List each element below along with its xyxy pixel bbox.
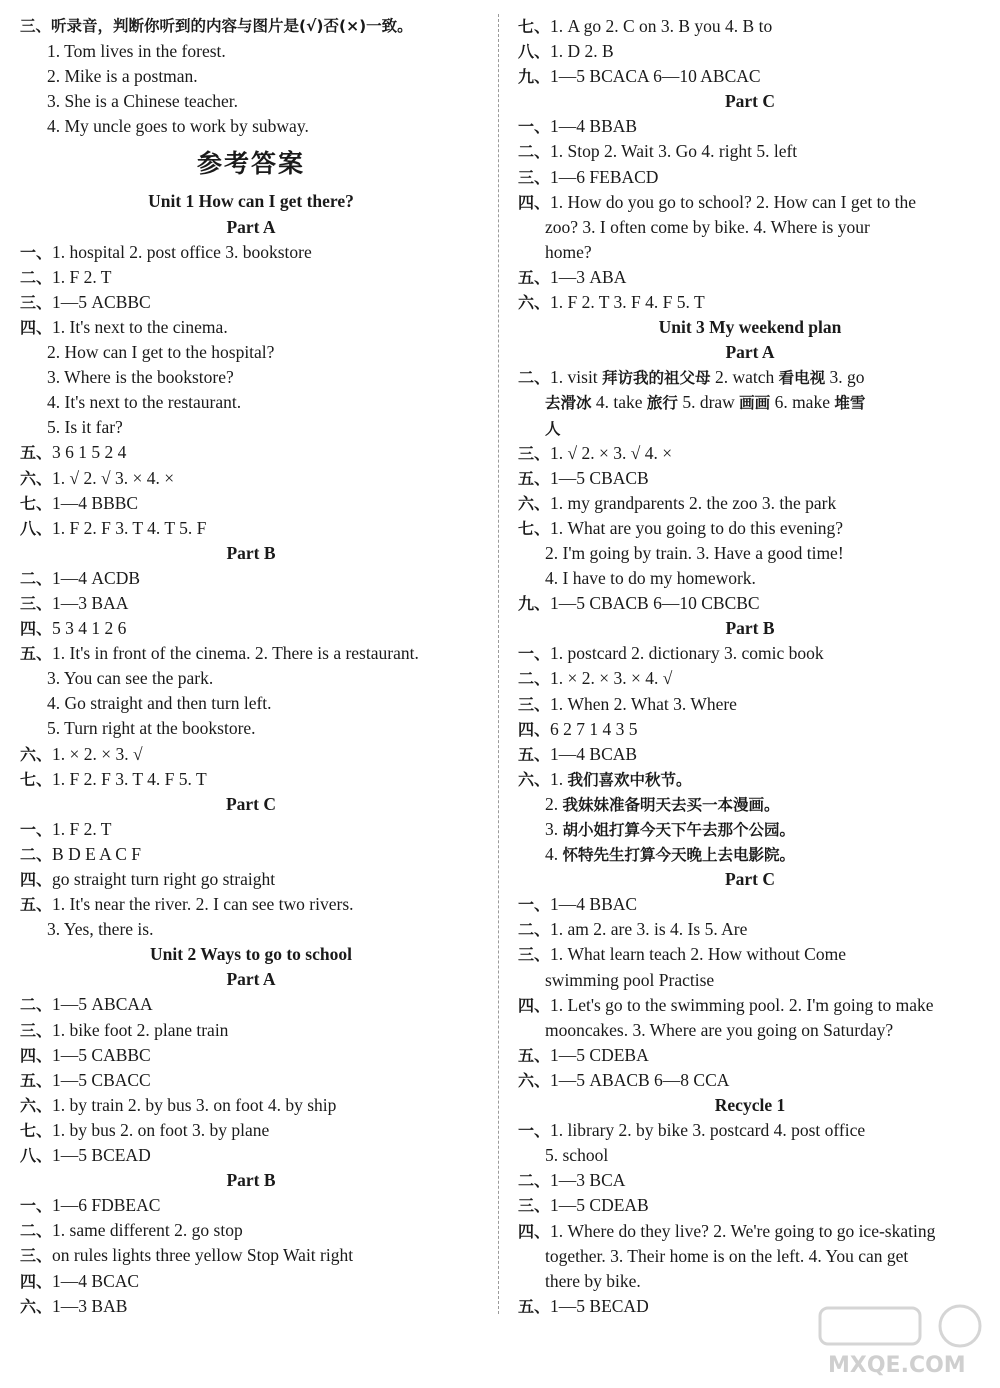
answer-item (20, 1193, 482, 1218)
answer-item (20, 641, 482, 666)
item-number: 五、 (518, 267, 551, 287)
answer-text: 1. by bus 2. on foot 3. by plane (52, 1119, 270, 1140)
section-heading: Part A (226, 969, 276, 990)
item-number: 四、 (20, 870, 53, 889)
answer-item (518, 767, 982, 792)
item-number: 五、 (20, 895, 53, 915)
answer-item (20, 767, 482, 792)
item-number: 四、 (518, 192, 551, 212)
item-number: 五、 (20, 1070, 53, 1090)
answer-item (20, 867, 482, 892)
answer-item (518, 516, 982, 541)
answer-line: 4. My uncle goes to work by subway. (47, 116, 309, 137)
answer-text: 1—5 CBACC (52, 1069, 151, 1090)
section-heading: Part A (725, 342, 775, 363)
answer-item (20, 265, 482, 290)
item-number: 五、 (518, 1296, 551, 1316)
item-number: 六、 (518, 293, 551, 313)
answer-text: 1. postcard 2. dictionary 3. comic book (550, 643, 824, 664)
item-number: 八、 (20, 518, 53, 538)
item-number: 六、 (518, 493, 551, 513)
item-number: 五、 (20, 443, 53, 463)
answer-line: swimming pool Practise (545, 969, 715, 990)
item-number: 二、 (518, 368, 551, 388)
answer-item (20, 892, 482, 917)
answer-item (20, 1243, 482, 1268)
item-number: 三、 (20, 1246, 53, 1266)
answer-item (518, 692, 982, 717)
answer-item (518, 39, 982, 64)
answer-item (20, 566, 482, 591)
item-number: 一、 (518, 644, 551, 664)
section-heading: Part C (724, 91, 776, 112)
answer-item (518, 942, 982, 967)
answer-text: 1. F 2. T 3. F 4. F 5. T (550, 292, 705, 313)
answer-text: 1. visit 拜访我的祖父母 2. watch 看电视 3. go (550, 367, 865, 388)
section-heading: Unit 3 My weekend plan (658, 317, 842, 338)
item-number: 六、 (20, 744, 53, 764)
answer-text: 1. What are you going to do this evening? (550, 517, 844, 538)
answer-text: 1—5 ABCAA (52, 994, 153, 1015)
item-number: 三、 (518, 443, 551, 463)
answer-item (20, 491, 482, 516)
answer-text: 1. √ 2. √ 3. × 4. × (52, 467, 175, 488)
item-number: 二、 (20, 995, 53, 1015)
item-number: 一、 (20, 242, 53, 262)
answer-item (518, 1043, 982, 1068)
item-number: 五、 (518, 1045, 551, 1065)
answer-text: go straight turn right go straight (52, 869, 276, 889)
answer-text: 1—5 BCEAD (52, 1145, 151, 1166)
right-column (518, 14, 982, 1319)
item-number: 二、 (518, 669, 551, 689)
answer-item (518, 139, 982, 164)
item-number: 四、 (20, 317, 53, 337)
answer-text: 1—5 CDEBA (550, 1044, 649, 1065)
answer-text: 1—4 BCAC (52, 1270, 140, 1291)
answer-text: 1. am 2. are 3. is 4. Is 5. Are (550, 919, 748, 940)
answer-item (20, 992, 482, 1017)
answer-text: 1—5 CBACB (550, 467, 649, 488)
item-number: 七、 (518, 518, 551, 538)
item-number: 五、 (518, 468, 551, 488)
answer-item (518, 917, 982, 942)
answer-line: 2. I'm going by train. 3. Have a good time! (545, 542, 844, 563)
answer-item (20, 1143, 482, 1168)
answer-text: 1. It's next to the cinema. (52, 316, 228, 337)
answer-line: 3. Yes, there is. (47, 919, 154, 940)
item-number: 一、 (20, 819, 53, 839)
answer-item (20, 591, 482, 616)
answer-item (20, 817, 482, 842)
item-number: 四、 (518, 1221, 551, 1241)
answer-line: 3. Where is the bookstore? (47, 367, 234, 388)
answer-text: 1. library 2. by bike 3. postcard 4. post office (550, 1120, 866, 1141)
answer-line: home? (545, 241, 592, 262)
answer-line: 2. How can I get to the hospital? (47, 342, 275, 363)
answer-text: 1. F 2. T (52, 818, 112, 839)
answer-text: 5 3 4 1 2 6 (52, 618, 127, 639)
answer-text: 1. D 2. B (550, 41, 614, 62)
answer-text: 1. 我们喜欢中秋节。 (550, 768, 692, 789)
answer-item (518, 491, 982, 516)
answer-line: 1. Tom lives in the forest. (47, 41, 226, 62)
item-number: 五、 (20, 644, 53, 664)
question-heading: 三、听录音，判断你听到的内容与图片是(√)否(×)一致。 (20, 17, 413, 35)
answer-item (518, 717, 982, 742)
answer-item (518, 591, 982, 616)
item-number: 七、 (20, 493, 53, 513)
item-number: 二、 (518, 1171, 551, 1191)
item-number: 六、 (518, 1070, 551, 1090)
answer-text: 1—5 BCACA 6—10 ABCAC (550, 66, 761, 87)
answer-line: 3. 胡小姐打算今天下午去那个公园。 (545, 819, 796, 839)
answer-text: 1—4 BCAB (550, 743, 638, 764)
item-number: 三、 (20, 292, 53, 312)
answer-text: 1—6 FDBEAC (52, 1195, 161, 1216)
answer-item (20, 466, 482, 491)
item-number: 四、 (518, 719, 551, 739)
watermark-text: MXQE.COM (828, 1353, 966, 1378)
answer-key-title: 参考答案 (196, 149, 305, 179)
answer-item (518, 165, 982, 190)
item-number: 一、 (518, 1121, 551, 1141)
item-number: 五、 (518, 744, 551, 764)
answer-item (518, 114, 982, 139)
answer-text: 1. by train 2. by bus 3. on foot 4. by ship (52, 1094, 337, 1115)
answer-text: 1. A go 2. C on 3. B you 4. B to (550, 16, 773, 36)
answer-text: 1. F 2. T (52, 266, 112, 287)
answer-item (20, 1043, 482, 1068)
answer-text: 1—3 BCA (550, 1170, 626, 1191)
answer-text: 1. It's in front of the cinema. 2. There is a restaurant. (52, 643, 419, 664)
answer-item (20, 1068, 482, 1093)
item-number: 九、 (518, 67, 551, 87)
answer-text: 1. Let's go to the swimming pool. 2. I'm going to make (550, 994, 934, 1015)
answer-line: mooncakes. 3. Where are you going on Saturday? (545, 1019, 894, 1040)
item-number: 八、 (20, 1146, 53, 1166)
answer-text: 1. × 2. × 3. √ (52, 743, 143, 764)
answer-item (20, 1018, 482, 1043)
item-number: 一、 (518, 117, 551, 137)
answer-text: 1. How do you go to school? 2. How can I get to the (550, 191, 916, 212)
answer-item (518, 1168, 982, 1193)
answer-item (20, 742, 482, 767)
answer-item (20, 1093, 482, 1118)
item-number: 六、 (20, 468, 53, 488)
answer-line: zoo? 3. I often come by bike. 4. Where is your (545, 216, 870, 237)
item-number: 三、 (20, 593, 53, 613)
answer-text: 1. √ 2. × 3. √ 4. × (550, 442, 673, 463)
answer-line: 5. Turn right at the bookstore. (47, 718, 256, 739)
answer-item (518, 1118, 982, 1143)
answer-text: 1. × 2. × 3. × 4. √ (550, 668, 673, 689)
answer-item (20, 1294, 482, 1319)
item-number: 八、 (518, 42, 551, 62)
answer-item (20, 1269, 482, 1294)
answer-item (518, 64, 982, 89)
answer-item (518, 666, 982, 691)
answer-item (20, 315, 482, 340)
answer-text: 1. hospital 2. post office 3. bookstore (52, 241, 312, 262)
answer-item (518, 1068, 982, 1093)
answer-text: 1—4 BBAC (550, 894, 638, 915)
section-heading: Part B (226, 1170, 276, 1191)
answer-line: 2. Mike is a postman. (47, 66, 198, 87)
answer-item (518, 441, 982, 466)
answer-text: 1—3 BAA (52, 592, 129, 613)
item-number: 六、 (20, 1296, 53, 1316)
answer-item (20, 516, 482, 541)
item-number: 二、 (518, 920, 551, 940)
item-number: 七、 (20, 1120, 53, 1140)
answer-text: 1. my grandparents 2. the zoo 3. the park (550, 492, 837, 513)
answer-text: on rules lights three yellow Stop Wait right (52, 1245, 354, 1266)
item-number: 二、 (20, 267, 53, 287)
item-number: 二、 (518, 142, 551, 162)
answer-line: 5. Is it far? (47, 417, 123, 438)
answer-text: 1—5 BECAD (550, 1295, 649, 1316)
answer-item (20, 842, 482, 867)
answer-item (518, 892, 982, 917)
answer-item (518, 993, 982, 1018)
item-number: 六、 (518, 769, 551, 789)
answer-item (20, 440, 482, 465)
watermark-logo (810, 1298, 990, 1378)
answer-text: 1—5 CDEAB (550, 1195, 649, 1216)
answer-text: 1. Where do they live? 2. We're going to go ice-skating (550, 1220, 936, 1241)
answer-line: 5. school (545, 1145, 609, 1166)
answer-text: 1. F 2. F 3. T 4. F 5. T (52, 768, 207, 789)
answer-line: 2. 我妹妹准备明天去买一本漫画。 (545, 793, 780, 814)
answer-text: B D E A C F (52, 843, 142, 864)
answer-item (518, 641, 982, 666)
item-number: 七、 (518, 17, 551, 36)
answer-line: 4. 怀特先生打算今天晚上去电影院。 (545, 844, 796, 865)
item-number: 六、 (20, 1095, 53, 1115)
answer-item (518, 14, 982, 39)
answer-item (518, 742, 982, 767)
answer-text: 1. It's near the river. 2. I can see two rivers. (52, 894, 354, 915)
section-heading: Recycle 1 (714, 1095, 786, 1116)
item-number: 四、 (20, 1271, 53, 1291)
item-number: 三、 (518, 1196, 551, 1216)
item-number: 七、 (20, 769, 53, 789)
answer-text: 1. bike foot 2. plane train (52, 1019, 229, 1040)
answer-item (518, 466, 982, 491)
answer-text: 1—4 BBAB (550, 116, 638, 137)
item-number: 四、 (20, 1045, 53, 1065)
section-heading: Unit 2 Ways to go to school (150, 944, 352, 965)
answer-text: 1—5 ABACB 6—8 CCA (550, 1069, 730, 1090)
answer-item (20, 616, 482, 641)
left-column (20, 14, 482, 1319)
answer-text: 1—5 ACBBC (52, 291, 151, 312)
section-heading: Part B (226, 542, 276, 563)
answer-item (20, 1118, 482, 1143)
item-number: 二、 (20, 1221, 53, 1241)
answer-line: 3. You can see the park. (47, 668, 214, 689)
section-heading: Part B (725, 618, 775, 639)
answer-text: 1—4 ACDB (52, 567, 141, 588)
answer-line: 去滑冰 4. take 旅行 5. draw 画画 6. make 堆雪 (545, 392, 866, 413)
item-number: 二、 (20, 568, 53, 588)
column-divider (498, 14, 499, 1314)
answer-text: 1. What learn teach 2. How without Come (550, 944, 846, 965)
answer-item (518, 190, 982, 215)
item-number: 四、 (20, 619, 53, 639)
item-number: 一、 (518, 895, 551, 915)
item-number: 三、 (518, 694, 551, 714)
answer-line: 人 (545, 419, 561, 438)
answer-text: 1. Stop 2. Wait 3. Go 4. right 5. left (550, 141, 798, 162)
answer-text: 1—4 BBBC (52, 492, 139, 513)
section-heading: Part A (226, 216, 276, 237)
answer-text: 1—3 BAB (52, 1295, 128, 1316)
answer-text: 1. When 2. What 3. Where (550, 693, 737, 714)
answer-text: 3 6 1 5 2 4 (52, 442, 127, 463)
answer-text: 1. same different 2. go stop (52, 1220, 243, 1241)
answer-item (518, 1193, 982, 1218)
answer-item (518, 1219, 982, 1244)
answer-text: 1—6 FEBACD (550, 166, 659, 187)
item-number: 一、 (20, 1196, 53, 1216)
section-heading: Part C (225, 793, 277, 814)
section-heading: Part C (724, 869, 776, 890)
answer-text: 1—3 ABA (550, 266, 627, 287)
answer-line: there by bike. (545, 1270, 641, 1291)
answer-text: 1—5 CABBC (52, 1044, 151, 1065)
answer-item (20, 240, 482, 265)
answer-line: 3. She is a Chinese teacher. (47, 91, 238, 112)
answer-item (518, 290, 982, 315)
item-number: 三、 (518, 167, 551, 187)
item-number: 四、 (518, 995, 551, 1015)
answer-line: together. 3. Their home is on the left. 4. You can get (545, 1245, 909, 1266)
answer-line: 4. I have to do my homework. (545, 568, 756, 589)
answer-line: 4. It's next to the restaurant. (47, 392, 242, 413)
answer-text: 1. F 2. F 3. T 4. T 5. F (52, 517, 207, 538)
section-heading: Unit 1 How can I get there? (148, 191, 354, 212)
answer-text: 6 2 7 1 4 3 5 (550, 718, 638, 739)
item-number: 二、 (20, 844, 53, 864)
answer-item (518, 265, 982, 290)
answer-text: 1—5 CBACB 6—10 CBCBC (550, 593, 760, 614)
answer-item (20, 1218, 482, 1243)
item-number: 三、 (20, 1020, 53, 1040)
item-number: 九、 (518, 594, 551, 614)
answer-item (518, 365, 982, 390)
answer-item (20, 290, 482, 315)
answer-line: 4. Go straight and then turn left. (47, 693, 272, 714)
item-number: 三、 (518, 945, 551, 965)
